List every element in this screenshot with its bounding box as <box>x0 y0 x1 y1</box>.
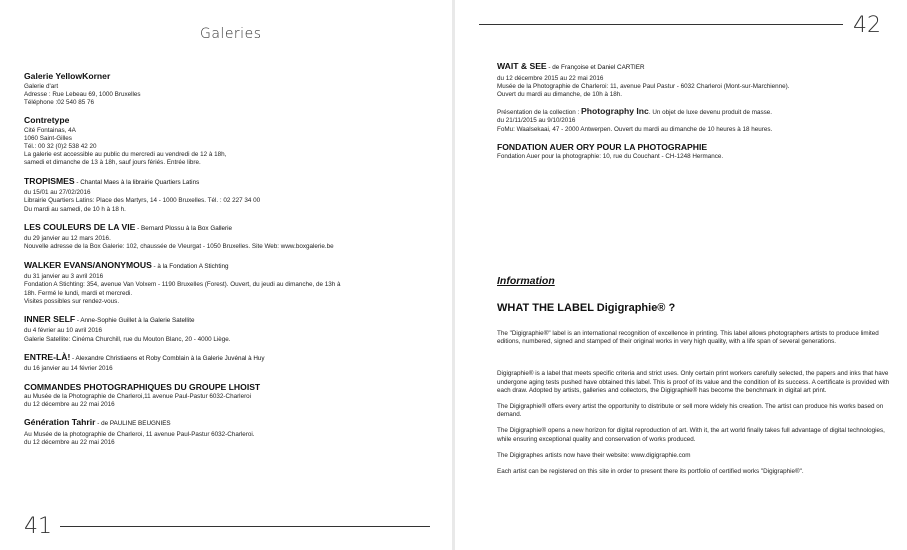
info-paragraph: Digigraphie® is a label that meets specific criteria and strict uses. Only certain print workers carefully selected, the papers and inks that have undergone aging tests pushed have obtained this label. This is proof of its value and the condition of its success. A certificate is provided with each draw. Adopted by artists, galleries and collectors, the Digigraphie® has become the benchmark in digital art print. <box>497 370 890 394</box>
entry-subtitle: - Chantal Maes à la librairie Quartiers Latins <box>74 178 200 186</box>
entry-title <box>24 417 429 430</box>
entry-line: Adresse : Rue Lebeau 69, 1000 Bruxelles <box>24 90 141 98</box>
info-paragraph: The "Digigraphie®" label is an international recognition of excellence in printing. This label allows photographers artists to produce limited editions, numbered, signed and stamped of their original works in very high quality, with a life span of several generations. <box>497 330 879 346</box>
exhibition-entry <box>497 61 892 99</box>
entry-line: Galerie Satellite: Cinéma Churchill, rue du Mouton Blanc, 20 - 4000 Liège. <box>24 335 231 343</box>
entry-subtitle: - Alexandre Christiaens et Roby Comblain à la Galerie Juvénal à Huy <box>70 354 265 362</box>
entry-line: du 12 décembre au 22 mai 2016 <box>24 439 115 447</box>
entry-title <box>24 115 429 126</box>
info-paragraph: The Digigraphie® offers every artist the opportunity to distribute or sell more widely his creation. The artist can produce his works based on demand. <box>497 403 884 419</box>
photography-inc-intro: Présentation de la collection : <box>497 109 582 117</box>
photography-inc-line: du 21/11/2015 au 9/10/2016 <box>497 117 576 125</box>
entry-title <box>24 71 429 82</box>
photography-inc-rest: . Un objet de luxe devenu produit de masse. <box>648 109 773 117</box>
entry-line: Visites possibles sur rendez-vous. <box>24 297 120 305</box>
entry-subtitle: - Bernard Plossu à la Box Gallerie <box>135 224 233 232</box>
entry-title <box>24 222 429 235</box>
entry-subtitle: - à la Fondation A Stichting <box>151 262 229 270</box>
info-paragraph: Each artist can be registered on this site in order to present there its portfolio of certified works "Digigraphie®". <box>497 468 804 476</box>
entry-title <box>24 382 429 393</box>
photography-inc-title <box>497 107 892 117</box>
auer-line: Fondation Auer pour la photographie: 10, rue du Couchant - CH-1248 Hermance. <box>497 153 724 161</box>
entry-subtitle: - de Françoise et Daniel CARTIER <box>546 64 645 71</box>
entry-line: du 15/01 au 27/02/2016 <box>24 189 91 197</box>
entry-line: Fondation A Stichting: 354, avenue Van Volxem - 1190 Bruxelles (Forest). Ouvert, du jeudi au dimanche, de 13h à <box>24 281 341 289</box>
entry-title-text: COMMANDES PHOTOGRAPHIQUES DU GROUPE LHOIST <box>24 381 261 392</box>
entry-line: du 16 janvier au 14 février 2016 <box>24 365 113 373</box>
entry-title-text: ENTRE-LÀ! <box>24 351 71 362</box>
entry-line: Cité Fontainas, 4A <box>24 126 76 134</box>
exhibition-entry <box>24 71 429 107</box>
entry-title-text: WAIT & SEE <box>497 61 547 71</box>
entry-line: Librairie Quartiers Latins: Place des Martyrs, 14 - 1000 Bruxelles. Tél. : 02 227 34 00 <box>24 197 261 205</box>
entry-line: Nouvelle adresse de la Box Galerie: 102, chaussée de Vleurgat - 1050 Bruxelles. Site Web: www.boxgalerie.be <box>24 243 334 251</box>
information-body <box>497 330 892 484</box>
photography-inc-entry <box>497 107 892 134</box>
entry-line: Tél.: 00 32 (0)2 538 42 20 <box>24 143 97 151</box>
entry-line: du 12 décembre au 22 mai 2016 <box>24 401 115 409</box>
entry-title <box>497 61 892 74</box>
exhibition-entry <box>24 176 429 214</box>
exhibition-entry <box>24 222 429 252</box>
left-page <box>0 0 452 550</box>
entry-line: Galerie d'art <box>24 82 59 90</box>
label-heading: WHAT THE LABEL Digigraphie® ? <box>497 302 676 314</box>
entry-line: Au Musée de la photographie de Charleroi, 11 avenue Paul-Pastur 6032-Charleroi. <box>24 430 255 438</box>
exhibition-entry <box>24 352 429 374</box>
entry-line: du 12 décembre 2015 au 22 mai 2016 <box>497 74 604 82</box>
gallery-list <box>24 71 429 455</box>
entry-line: La galerie est accessible au public du mercredi au vendredi de 12 à 18h, <box>24 151 227 159</box>
info-paragraph: The Digigraphes artists now have their website: www.digigraphie.com <box>497 451 691 459</box>
exhibition-entry <box>24 382 429 410</box>
info-paragraph: The Digigraphie® opens a new horizon for digital reproduction of art. With it, the art world finally takes full advantage of digital technologies, while ensuring exceptional quality and conservation of works produced. <box>497 427 885 443</box>
entry-line: Musée de la Photographie de Charleroi: 11, avenue Paul Pastur - 6032 Charleroi (Mont-sur-Marchienne). <box>497 82 790 90</box>
exhibition-entry <box>24 115 429 168</box>
entry-title <box>24 176 429 189</box>
information-heading: Information <box>497 275 555 287</box>
entry-line: 18h. Fermé le lundi, mardi et mercredi. <box>24 289 133 297</box>
header-rule <box>479 24 843 25</box>
entry-line: Ouvert du mardi au dimanche, de 10h à 18h. <box>497 90 622 98</box>
entry-title <box>24 314 429 327</box>
entry-line: du 29 janvier au 12 mars 2016. <box>24 235 111 243</box>
footer-rule <box>60 526 430 527</box>
page-number: 41 <box>24 514 52 539</box>
auer-entry <box>497 142 892 162</box>
entry-subtitle: - de PAULINE BEUGNIES <box>95 420 171 428</box>
entry-subtitle: - Anne-Sophie Guillet à la Galerie Satellite <box>75 316 195 324</box>
entry-line: Téléphone :02 540 85 76 <box>24 98 95 106</box>
entry-title-text: Génération Tahrir <box>24 417 96 428</box>
section-title: Galeries <box>200 26 262 42</box>
entry-title-text: INNER SELF <box>24 313 76 324</box>
entry-title-text: Galerie YellowKorner <box>24 71 111 81</box>
entry-title-text: TROPISMES <box>24 175 75 186</box>
entry-line: samedi et dimanche de 13 à 18h, sauf jours fériés. Entrée libre. <box>24 159 201 167</box>
photography-inc-name: Photography Inc <box>581 106 649 117</box>
entry-title <box>24 352 429 365</box>
entry-line: 1060 Saint-Gilles <box>24 134 72 142</box>
entry-line: du 4 février au 10 avril 2016 <box>24 327 103 335</box>
entry-title <box>24 260 429 273</box>
entry-line: au Musée de la Photographie de Charleroi,11 avenue Paul-Pastur 6032-Charleroi <box>24 393 252 401</box>
photography-inc-line: FoMu: Waalsekaai, 47 - 2000 Antwerpen. Ouvert du mardi au dimanche de 10 heures à 18 heures. <box>497 125 773 133</box>
exhibition-entry <box>24 314 429 344</box>
exhibition-list <box>497 61 892 169</box>
entry-line: Du mardi au samedi, de 10 h à 18 h. <box>24 205 126 213</box>
exhibition-entry <box>24 260 429 306</box>
entry-title-text: Contretype <box>24 115 70 126</box>
page-number: 42 <box>853 13 881 38</box>
entry-line: du 31 janvier au 3 avril 2016 <box>24 273 104 281</box>
entry-title-text: WALKER EVANS/ANONYMOUS <box>24 259 152 270</box>
auer-title: FONDATION AUER ORY POUR LA PHOTOGRAPHIE <box>497 141 708 152</box>
exhibition-entry <box>24 417 429 447</box>
entry-title-text: LES COULEURS DE LA VIE <box>24 221 136 232</box>
right-page <box>455 0 907 550</box>
